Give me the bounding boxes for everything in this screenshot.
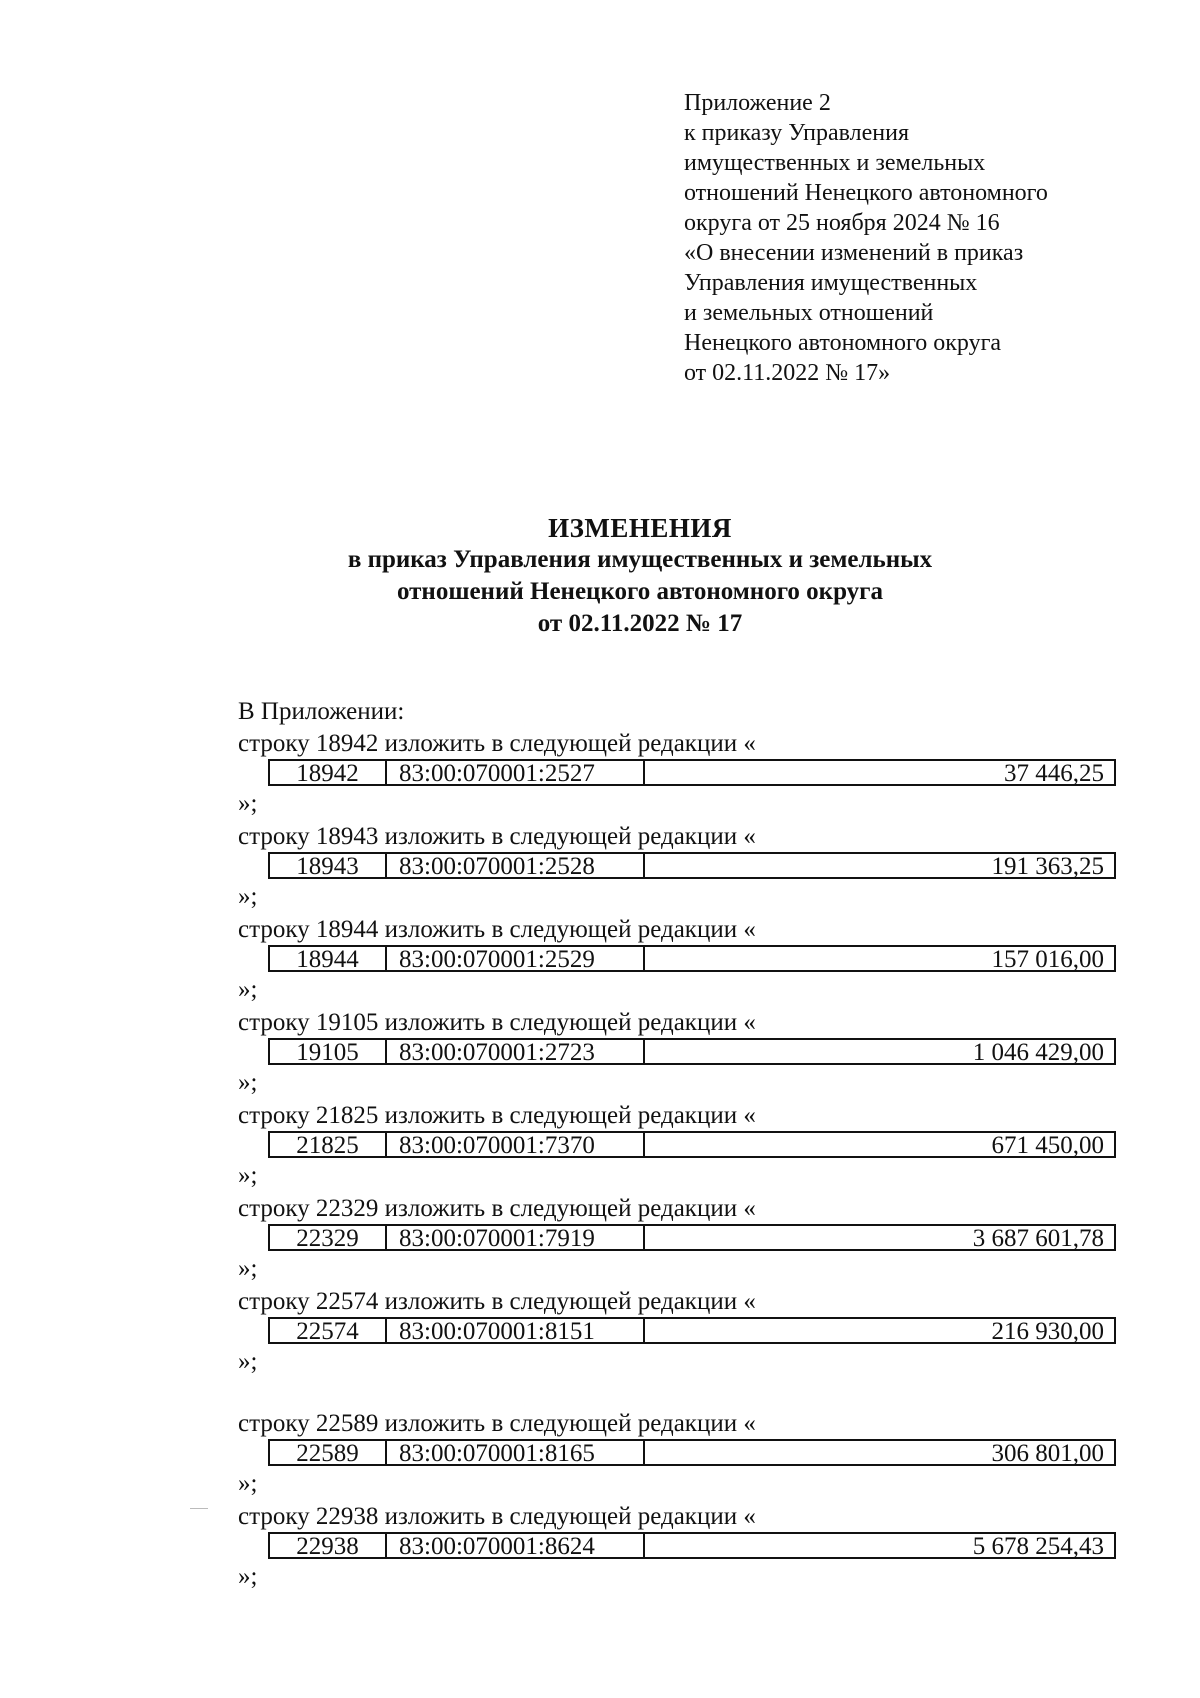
change-instruction: строку 19105 изложить в следующей редакции « (238, 1009, 756, 1036)
title-main: ИЗМЕНЕНИЯ (548, 513, 732, 543)
row-number-cell: 22589 (270, 1441, 387, 1464)
change-instruction: строку 22574 изложить в следующей редакции « (238, 1288, 756, 1315)
table-row (268, 1532, 1116, 1559)
appendix-line: к приказу Управления (684, 120, 910, 146)
row-number-cell: 18942 (270, 761, 387, 784)
title-subtitle: в приказ Управления имущественных и земельных (347, 546, 933, 573)
appendix-line: отношений Ненецкого автономного (684, 180, 1048, 206)
table-row (268, 1317, 1116, 1344)
appendix-line: от 02.11.2022 № 17» (684, 360, 891, 386)
change-instruction: строку 22938 изложить в следующей редакции « (238, 1503, 756, 1530)
change-close: »; (238, 883, 258, 910)
change-close: »; (238, 1348, 258, 1375)
change-instruction: строку 22329 изложить в следующей редакции « (238, 1195, 756, 1222)
value-cell: 216 930,00 (991, 1318, 1104, 1345)
appendix-line: Приложение 2 (684, 90, 831, 116)
cadastral-number-cell: 83:00:070001:2529 (387, 947, 645, 970)
change-instruction: строку 18943 изложить в следующей редакции « (238, 823, 756, 850)
table-row (268, 945, 1116, 972)
cadastral-number-cell: 83:00:070001:7370 (387, 1133, 645, 1156)
value-cell: 37 446,25 (1004, 760, 1104, 787)
change-close: »; (238, 1069, 258, 1096)
row-number-cell: 22574 (270, 1319, 387, 1342)
appendix-line: «О внесении изменений в приказ (684, 240, 1024, 266)
value-cell: 306 801,00 (991, 1440, 1104, 1467)
cadastral-number-cell: 83:00:070001:7919 (387, 1226, 645, 1249)
change-block (238, 1101, 1128, 1194)
appendix-line: Ненецкого автономного округа (684, 330, 1002, 356)
row-number-cell: 22329 (270, 1226, 387, 1249)
change-block (238, 1008, 1128, 1101)
row-number-cell: 22938 (270, 1534, 387, 1557)
change-instruction: строку 22589 изложить в следующей редакции « (238, 1410, 756, 1437)
change-block (238, 915, 1128, 1008)
change-instruction: строку 18944 изложить в следующей редакции « (238, 916, 756, 943)
change-close: »; (238, 1563, 258, 1590)
change-close: »; (238, 1255, 258, 1282)
change-block (238, 1287, 1128, 1409)
value-cell: 671 450,00 (991, 1132, 1104, 1159)
change-block (238, 822, 1128, 915)
table-row (268, 852, 1116, 879)
change-close: »; (238, 790, 258, 817)
row-number-cell: 19105 (270, 1040, 387, 1063)
appendix-line: и земельных отношений (684, 300, 934, 326)
scan-margin-mark (190, 1508, 208, 1509)
change-close: »; (238, 976, 258, 1003)
value-cell: 5 678 254,43 (972, 1533, 1104, 1560)
value-cell: 3 687 601,78 (972, 1225, 1104, 1252)
cadastral-number-cell: 83:00:070001:2723 (387, 1040, 645, 1063)
row-number-cell: 18943 (270, 854, 387, 877)
title-subtitle: от 02.11.2022 № 17 (537, 610, 743, 637)
intro-text: В Приложении: (238, 698, 405, 725)
value-cell: 1 046 429,00 (972, 1039, 1104, 1066)
table-row (268, 1224, 1116, 1251)
row-number-cell: 18944 (270, 947, 387, 970)
document-title (240, 512, 1040, 640)
table-row (268, 1131, 1116, 1158)
table-row (268, 1439, 1116, 1466)
cadastral-number-cell: 83:00:070001:2528 (387, 854, 645, 877)
cadastral-number-cell: 83:00:070001:8151 (387, 1319, 645, 1342)
value-cell: 191 363,25 (991, 853, 1104, 880)
appendix-note (684, 88, 1144, 388)
change-block (238, 729, 1128, 822)
table-row (268, 759, 1116, 786)
row-number-cell: 21825 (270, 1133, 387, 1156)
change-instruction: строку 18942 изложить в следующей редакции « (238, 730, 756, 757)
change-block (238, 1409, 1128, 1502)
cadastral-number-cell: 83:00:070001:8624 (387, 1534, 645, 1557)
appendix-line: Управления имущественных (684, 270, 978, 296)
title-subtitle: отношений Ненецкого автономного округа (396, 578, 884, 605)
value-cell: 157 016,00 (991, 946, 1104, 973)
change-close: »; (238, 1162, 258, 1189)
appendix-line: имущественных и земельных (684, 150, 986, 176)
cadastral-number-cell: 83:00:070001:8165 (387, 1441, 645, 1464)
change-block (238, 1194, 1128, 1287)
cadastral-number-cell: 83:00:070001:2527 (387, 761, 645, 784)
appendix-line: округа от 25 ноября 2024 № 16 (684, 210, 1000, 236)
change-instruction: строку 21825 изложить в следующей редакции « (238, 1102, 756, 1129)
document-body (238, 695, 1128, 1595)
table-row (268, 1038, 1116, 1065)
change-block (238, 1502, 1128, 1595)
change-close: »; (238, 1470, 258, 1497)
